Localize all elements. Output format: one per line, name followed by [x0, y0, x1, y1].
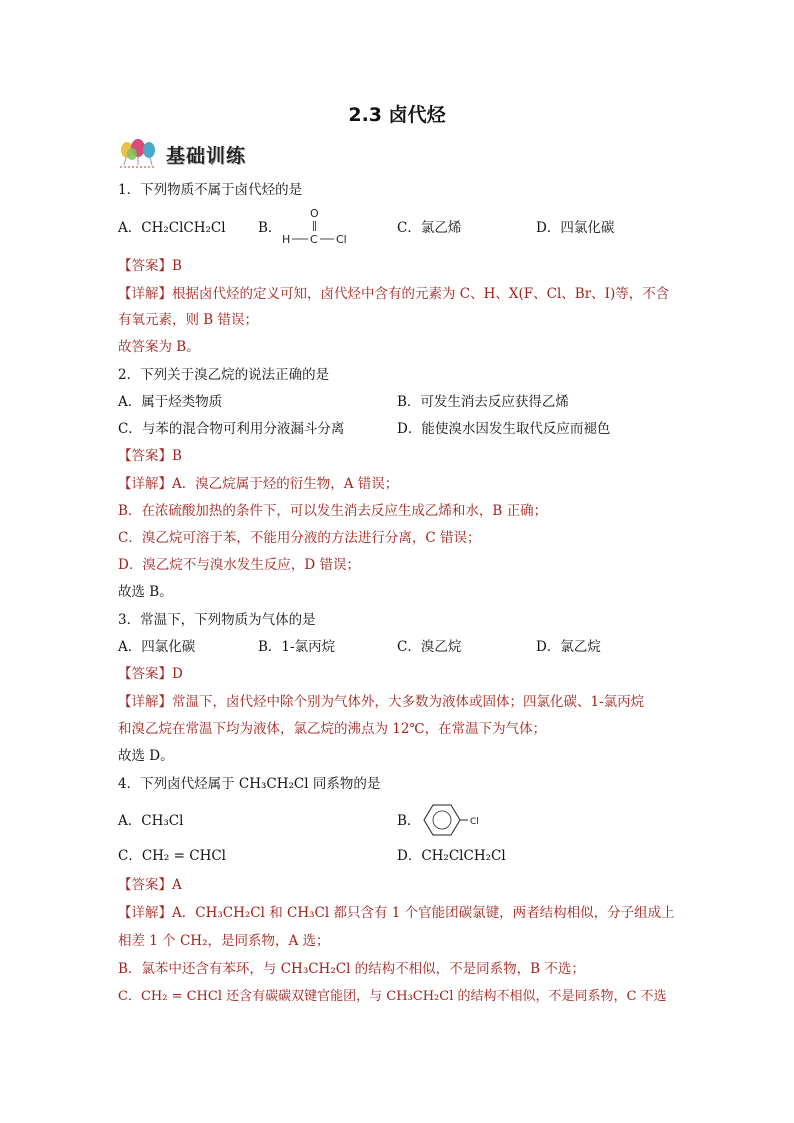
q1-explanation-1: 【详解】根据卤代烃的定义可知，卤代烃中含有的元素为 C、H、X(F、Cl、Br、I)等，不含: [118, 286, 670, 302]
q4-explanation-2: 相差 1 个 CH₂，是同系物，A 选；: [118, 933, 330, 949]
q4-option-d: D．CH₂ClCH₂Cl: [397, 848, 506, 864]
hydrogen-label: H: [282, 233, 291, 246]
q3-option-b: B．1-氯丙烷: [258, 639, 336, 655]
q2-explanation-3: C．溴乙烷可溶于苯，不能用分液的方法进行分离，C 错误；: [118, 530, 481, 546]
page-title: 2.3 卤代烃: [348, 104, 446, 126]
q2-explanation-5: 故选 B。: [118, 584, 173, 600]
q1-stem: 1．下列物质不属于卤代烃的是: [118, 182, 303, 198]
q4-answer: 【答案】A: [118, 877, 182, 893]
q4-option-b: B．: [397, 813, 421, 829]
q2-explanation-2: B．在浓硫酸加热的条件下，可以发生消去反应生成乙烯和水，B 正确；: [118, 503, 548, 519]
q1-option-c: C．氯乙烯: [397, 220, 462, 236]
chlorine-label: Cl: [470, 817, 479, 827]
q3-option-c: C．溴乙烷: [397, 639, 462, 655]
chlorobenzene-structure: [414, 801, 494, 839]
chlorine-label: Cl: [336, 233, 347, 246]
q3-stem: 3．常温下，下列物质为气体的是: [118, 612, 316, 628]
q3-explanation-1: 【详解】常温下，卤代烃中除个别为气体外，大多数为液体或固体；四氯化碳、1-氯丙烷: [118, 694, 645, 710]
q1-answer: 【答案】B: [118, 258, 182, 274]
q2-answer: 【答案】B: [118, 448, 182, 464]
q1-option-b-structure: [278, 203, 353, 249]
q4-option-a: A．CH₃Cl: [118, 813, 184, 829]
q4-explanation-3: B．氯苯中还含有苯环，与 CH₃CH₂Cl 的结构不相似，不是同系物，B 不选；: [118, 961, 585, 977]
q2-explanation-1: 【详解】A．溴乙烷属于烃的衍生物，A 错误；: [118, 476, 399, 492]
oxygen-label: O: [310, 207, 319, 220]
q4-explanation-1: 【详解】A．CH₃CH₂Cl 和 CH₃Cl 都只含有 1 个官能团碳氯键，两者结构相似，分子组成上: [118, 905, 675, 921]
q1-option-d: D．四氯化碳: [536, 220, 615, 236]
q1-explanation-3: 故答案为 B。: [118, 339, 200, 355]
section-banner: [118, 137, 246, 171]
q4-explanation-4: C．CH₂ = CHCl 还含有碳碳双键官能团，与 CH₃CH₂Cl 的结构不相似，不是同系物，C 不选: [118, 989, 667, 1004]
q1-option-a: A．CH₂ClCH₂Cl: [118, 220, 226, 236]
q2-option-a: A．属于烃类物质: [118, 394, 223, 410]
q3-answer: 【答案】D: [118, 666, 183, 682]
carbon-label: C: [310, 233, 318, 246]
q2-option-c: C．与苯的混合物可利用分液漏斗分离: [118, 421, 345, 437]
q1-explanation-2: 有氧元素，则 B 错误；: [118, 312, 259, 328]
q2-option-b: B．可发生消去反应获得乙烯: [397, 394, 569, 410]
section-title: 基础训练: [166, 144, 247, 167]
q2-explanation-4: D．溴乙烷不与溴水发生反应，D 错误；: [118, 557, 360, 573]
balloons-icon: [118, 138, 158, 170]
q4-option-c: C．CH₂ = CHCl: [118, 848, 226, 864]
q4-stem: 4．下列卤代烃属于 CH₃CH₂Cl 同系物的是: [118, 776, 381, 792]
q1-option-b: B．: [258, 220, 282, 236]
q3-explanation-2: 和溴乙烷在常温下均为液体，氯乙烷的沸点为 12℃，在常温下为气体；: [118, 721, 547, 737]
q2-option-d: D．能使溴水因发生取代反应而褪色: [397, 421, 611, 437]
q3-option-d: D．氯乙烷: [536, 639, 601, 655]
q3-option-a: A．四氯化碳: [118, 639, 196, 655]
q2-stem: 2．下列关于溴乙烷的说法正确的是: [118, 367, 330, 383]
q3-explanation-3: 故选 D。: [118, 748, 174, 764]
